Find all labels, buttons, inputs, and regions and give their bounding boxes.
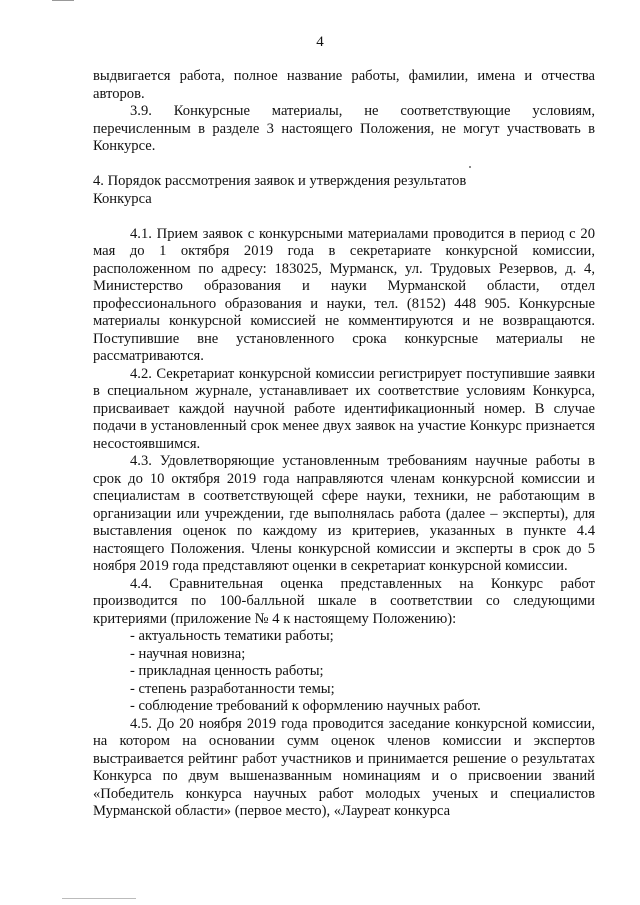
spacer <box>93 208 595 226</box>
paragraph-4-4: 4.4. Сравнительная оценка представленных на Конкурс работ производится по 100-балльной шкале в соответствии со следующими критериями (приложение № 4 к настоящему Положению): <box>93 575 595 627</box>
section-heading-line-1: 4. Порядок рассмотрения заявок и утверждения результатов <box>93 173 467 189</box>
scan-corner-line <box>52 0 74 1</box>
paragraph-continuation: выдвигается работа, полное название работы, фамилии, имена и отчества авторов. <box>93 68 595 102</box>
paragraph-4-5: 4.5. До 20 ноября 2019 года проводится заседание конкурсной комиссии, на котором на основании сумм оценок членов комиссии и экспертов выстраивается рейтинг работ участников и принимается решение о результатах Конкурса по двум вышеназванным номинациям и о присвоении званий «Победитель конкурса научных работ молодых ученых и специалистов Мурманской области» (первое место), «Лауреат конкурса <box>93 715 595 819</box>
paragraph-4-2: 4.2. Секретариат конкурсной комиссии регистрирует поступившие заявки в специальном журнале, устанавливает их соответствие условиям Конкурса, присваивает каждой научной работе идентификационный номер. В случае подачи в установленный срок менее двух заявок на участие Конкурс признается несостоявшимся. <box>93 365 595 452</box>
paragraph-3-9: 3.9. Конкурсные материалы, не соответствующие условиям, перечисленным в разделе 3 настоящего Положения, не могут участвовать в Конкурсе. <box>93 103 595 154</box>
criteria-item: - соблюдение требований к оформлению научных работ. <box>130 698 481 714</box>
paragraph-4-3: 4.3. Удовлетворяющие установленным требованиям научные работы в срок до 10 октября 2019 года направляются членам конкурсной комиссии и специалистам в соответствующей сфере науки, техники, не работающим в организации или учреждении, где выполнялась работа (далее – эксперты), для выставления оценок по каждому из критериев, указанных в пункте 4.4 настоящего Положения. Члены конкурсной комиссии и эксперты в срок до 5 ноября 2019 года представляют оценки в секретариат конкурсной комиссии. <box>93 453 595 574</box>
criteria-item: - степень разработанности темы; <box>130 680 335 697</box>
section-heading-line-2: Конкурса <box>93 190 152 207</box>
document-body <box>93 68 595 821</box>
page-number: 4 <box>316 34 324 50</box>
criteria-item: - прикладная ценность работы; <box>130 663 324 679</box>
spacer <box>93 156 595 174</box>
paragraph-4-1: 4.1. Прием заявок с конкурсными материалами проводится в период с 20 мая до 1 октября 2019 года в секретариате конкурсной комиссии, расположенном по адресу: 183025, Мурманск, ул. Трудовых Резервов, д. 4, Министерство образования и науки Мурманской области, отдел профессионального образования и науки, тел. (8152) 448 905. Конкурсные материалы конкурсной комиссией не комментируются и не возвращаются. Поступившие вне установленного срока конкурсные материалы не рассматриваются. <box>93 225 595 364</box>
scan-bottom-line <box>62 898 136 899</box>
criteria-item: - актуальность тематики работы; <box>130 628 334 644</box>
criteria-item: - научная новизна; <box>130 645 246 662</box>
